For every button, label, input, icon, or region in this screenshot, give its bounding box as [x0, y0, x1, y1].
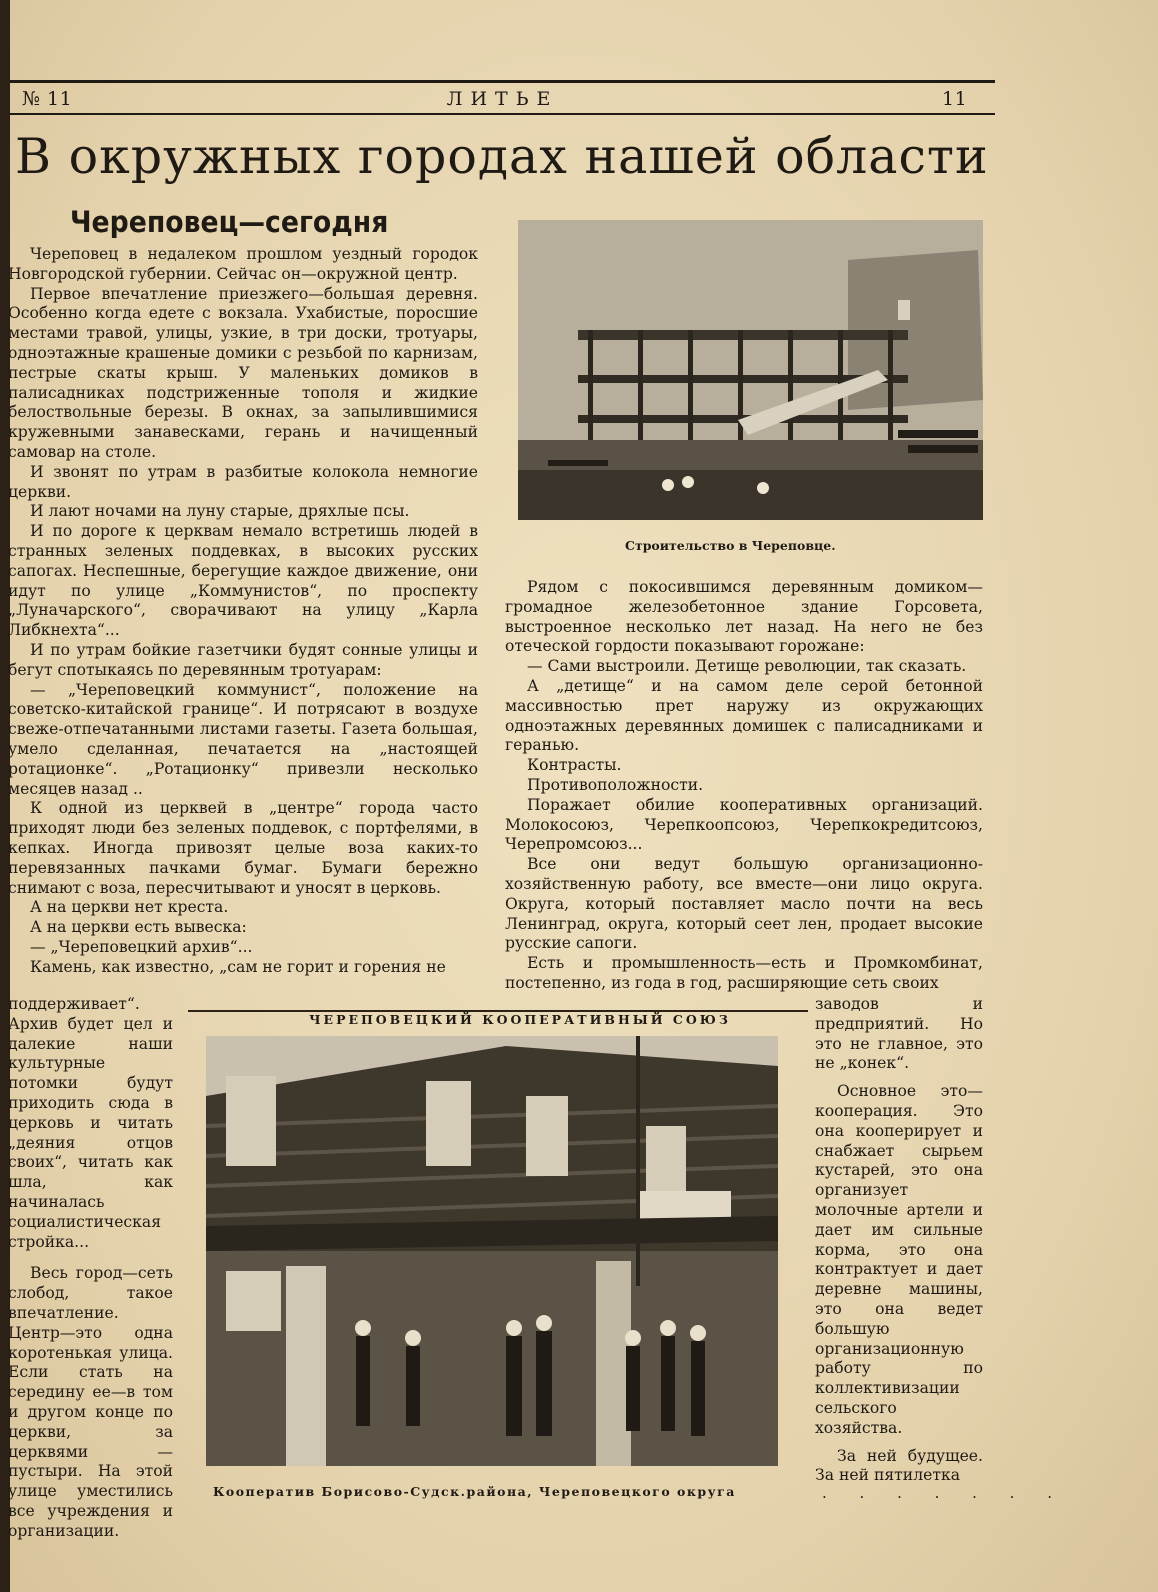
- paragraph: Весь город—сеть слобод, такое впечатление. Центр—это одна коротенькая улица. Если стать на середину ее—в том и другом конце по церкви, за церквями — пустыри. На этой улице уместились все учреждения и организации.: [8, 1264, 173, 1540]
- paragraph: А на церкви нет креста.: [30, 898, 229, 917]
- right-column: [505, 578, 983, 994]
- log-house-scene-icon: [206, 1036, 778, 1466]
- paragraph: А „детище“ и на самом деле серой бетонной массивностью прет наружу из окружающих одноэтажных деревянных домишек с палисадниками и геранью.: [505, 676, 983, 755]
- header-rule-bottom: [10, 113, 995, 115]
- paragraph: Череповец в недалеком прошлом уездный городок Новгородской губернии. Сейчас он—окружной центр.: [8, 245, 478, 283]
- paragraph: Поражает обилие кооперативных организаций. Молокосоюз, Черепкоопсоюз, Черепкокредитсоюз, Черепромсоюз...: [505, 795, 983, 854]
- top-photo-caption: Строительство в Череповце.: [625, 538, 836, 553]
- narrow-right-column: [815, 995, 983, 1486]
- paragraph: Рядом с покосившимся деревянным домиком—громадное железобетонное здание Горсовета, выстроенное несколько лет назад. На него не без отеческой гордости показывают горожане:: [505, 578, 983, 656]
- issue-number: № 11: [22, 88, 73, 110]
- header-rule-top: [10, 80, 995, 83]
- photo-banner: ЧЕРЕПОВЕЦКИЙ КООПЕРАТИВНЫЙ СОЮЗ: [309, 1012, 731, 1027]
- bottom-photo-caption: Кооператив Борисово-Судск.района, Череповецкого округа: [213, 1484, 736, 1499]
- construction-scene-icon: [518, 220, 983, 520]
- paragraph: За ней будущее. За ней пятилетка: [815, 1446, 983, 1485]
- paragraph: А на церкви есть вывеска:: [30, 918, 247, 937]
- paragraph: И лают ночами на луну старые, дряхлые псы.: [30, 502, 410, 521]
- paragraph: Первое впечатление приезжего—большая деревня. Особенно когда едете с вокзала. Ухабистые, поросшие местами травой, улицы, узкие, в три доски, тротуары, одноэтажные крашеные домики с резьбой по карнизам, пестрые скаты крыш. У маленьких домиков в палисадниках подстриженные тополя и жидкие белоствольные березы. В окнах, за запылившимися кружевными занавесками, герань и начищенный самовар на столе.: [8, 284, 478, 461]
- paragraph: Есть и промышленность—есть и Промкомбинат, постепенно, из года в год, расширяющие сеть своих: [505, 954, 983, 992]
- narrow-left-column: [8, 995, 173, 1542]
- continuation-dots: · · · · · · ·: [822, 1488, 1066, 1506]
- paragraph: — Сами выстроили. Детище революции, так сказать.: [527, 657, 967, 676]
- paragraph: И по дороге к церквам немало встретишь людей в странных зеленых поддевках, в высоких русских сапогах. Неспешные, берегущие каждое движение, они идут по улице „Коммунистов“, по проспекту „Луначарского“, сворачивают на улицу „Карла Либкнехта“...: [8, 522, 478, 640]
- paragraph: И по утрам бойкие газетчики будят сонные улицы и бегут спотыкаясь по деревянным тротуарам:: [8, 640, 478, 679]
- page-headline: В окружных городах нашей области: [15, 128, 989, 185]
- cooperative-photo: [206, 1036, 778, 1466]
- construction-photo: [518, 220, 983, 520]
- paragraph: Контрасты.: [527, 756, 622, 775]
- paragraph: Основное это—кооперация. Это она кооперирует и снабжает сырьем кустарей, это она организует молочные артели и дает им сильные корма, это она контрактует и дает деревне машины, это она ведет большую организационную работу по коллективизации сельского хозяйства.: [815, 1082, 983, 1437]
- paragraph: К одной из церквей в „центре“ города часто приходят люди без зеленых поддевок, с портфелями, в кепках. Иногда привозят целые воза каких-то перевязанных пачками бумаг. Бумаги бережно снимают с воза, пересчитывают и уносят в церковь.: [8, 799, 478, 897]
- paragraph: Противоположности.: [527, 775, 704, 794]
- magazine-title: ЛИТЬЕ: [446, 88, 559, 110]
- paragraph: — „Череповецкий архив“...: [30, 937, 253, 956]
- page-number: 11: [942, 88, 968, 110]
- paragraph: поддерживает“. Архив будет цел и далекие наши культурные потомки будут приходить сюда в церковь и читать „деяния отцов своих“, читать как шла, как начиналась социалистическая стройка...: [8, 995, 173, 1251]
- article-title: Череповец—сегодня: [70, 205, 389, 239]
- paragraph: заводов и предприятий. Но это не главное, это не „конек“.: [815, 995, 983, 1073]
- paragraph: — „Череповецкий коммунист“, положение на советско-китайской границе“. И потрясают в воздухе свеже-отпечатанными листами газеты. Газета большая, умело сделанная, печатается на „настоящей ротационке“. „Ротационку“ привезли несколько месяцев назад ..: [8, 680, 478, 798]
- paragraph: И звонят по утрам в разбитые колокола немногие церкви.: [8, 462, 478, 501]
- paragraph: Все они ведут большую организационно-хозяйственную работу, все вместе—они лицо округа. Округа, который поставляет масло почти на весь Ленинград, округа, который сеет лен, продает высокие русские сапоги.: [505, 855, 983, 953]
- left-column: [8, 245, 478, 977]
- paragraph: Камень, как известно, „сам не горит и горения не: [30, 957, 446, 976]
